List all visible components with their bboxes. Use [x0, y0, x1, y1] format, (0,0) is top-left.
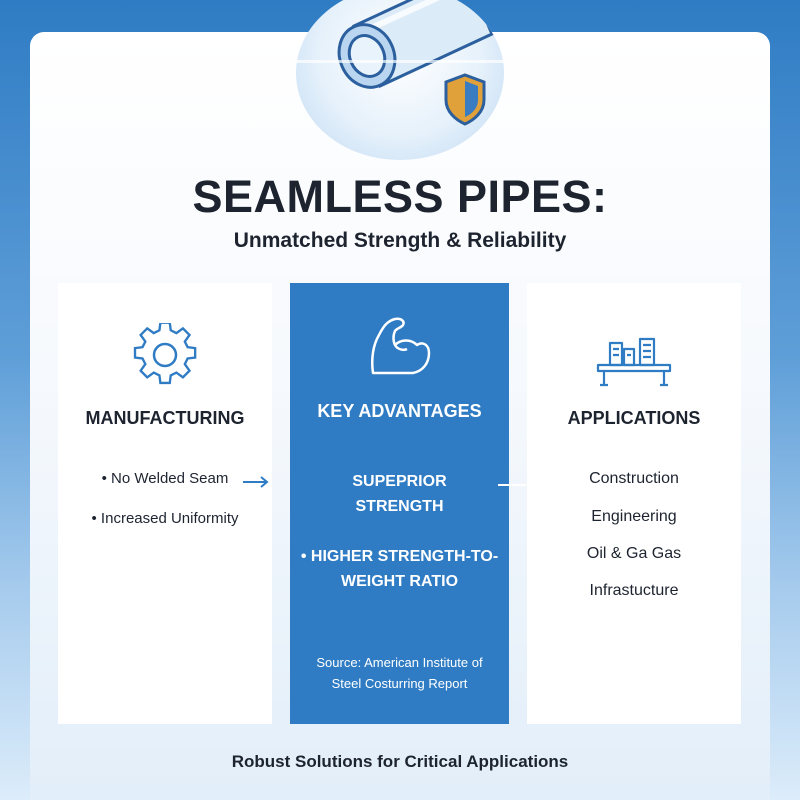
manufacturing-bullet: • No Welded Seam [101, 470, 229, 487]
applications-heading: APPLICATIONS [567, 408, 701, 428]
advantage-line: • HIGHER STRENGTH-TO- [300, 548, 499, 565]
page-subtitle: Unmatched Strength & Reliability [233, 229, 567, 252]
manufacturing-heading: MANUFACTURING [85, 408, 245, 428]
gear-icon [133, 323, 197, 387]
key-advantages-heading: KEY ADVANTAGES [317, 401, 482, 421]
page-title: SEAMLESS PIPES: [192, 171, 608, 222]
advantage-line: WEIGHT RATIO [340, 573, 459, 590]
application-item: Engineering [591, 508, 677, 525]
manufacturing-column [58, 283, 272, 724]
bridge-buildings-icon [596, 335, 672, 387]
hero-illustration [296, 0, 504, 160]
application-item: Construction [589, 470, 679, 487]
advantage-line: STRENGTH [355, 498, 444, 515]
connector-line [498, 484, 526, 486]
source-line: Steel Costurring Report [331, 676, 468, 691]
manufacturing-bullet: • Increased Uniformity [91, 510, 239, 527]
source-citation [290, 652, 509, 694]
application-item: Infrastucture [589, 582, 679, 599]
application-item: Oil & Ga Gas [586, 545, 682, 562]
flexed-arm-icon [367, 315, 433, 377]
footer-tagline: Robust Solutions for Critical Applications [231, 752, 569, 771]
applications-column [527, 283, 741, 724]
pipe-with-shield-icon [296, 0, 504, 160]
source-line: Source: American Institute of [316, 655, 483, 670]
key-advantages-column [290, 283, 509, 724]
arrow-right-icon [242, 475, 270, 489]
advantage-line: SUPEPRIOR [352, 473, 447, 490]
